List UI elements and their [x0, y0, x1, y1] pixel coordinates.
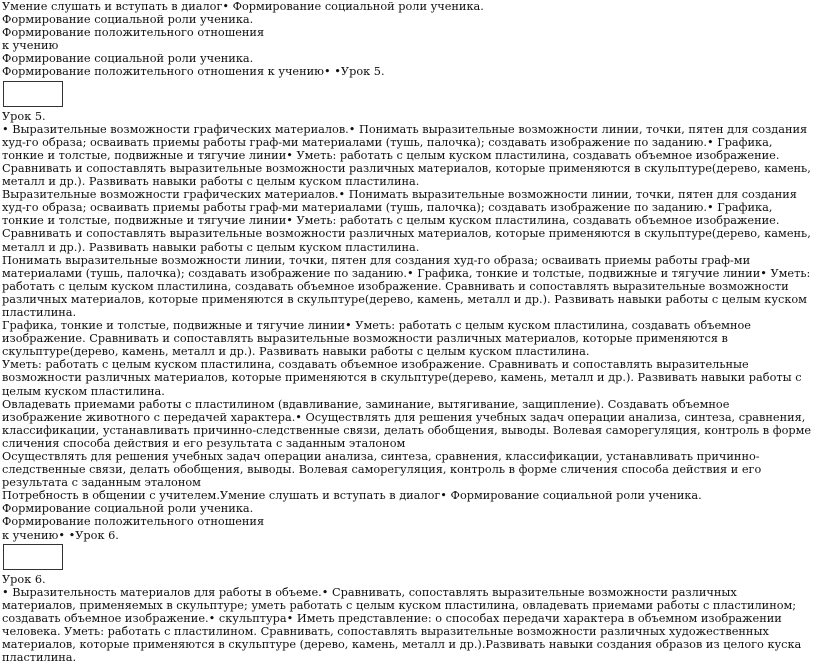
text-paragraph: Понимать выразительные возможности линии, точки, пятен для создания худ-го образа; осваивать приемы работы граф-ми материалами (тушь, палочка); создавать изображение по заданию.• Графика, тонкие и толстые, подвижные и тягучие линии• Уметь: работать с целым куском пластилина, создавать объемное изображение. Сравнивать и сопоставлять выразительные возможности различных материалов, которые применяются в скульптуре(дерево, камень, металл и др.). Развивать навыки работы с целым куском пластилина. — [2, 253, 811, 319]
text-paragraph: Формирование положительного отношения — [2, 26, 265, 40]
text-paragraph: Формирование социальной роли ученика. — [2, 502, 254, 516]
text-paragraph: Графика, тонкие и толстые, подвижные и тягучие линии• Уметь: работать с целым куском пластилина, создавать объемное изображение. Сравнивать и сопоставлять выразительные возможности различных материалов, которые применяются в скульптуре(дерево, камень, металл и др.). Развивать навыки работы с целым куском пластилина. — [2, 319, 751, 359]
text-paragraph: Выразительные возможности графических материалов.• Понимать выразительные возможности линии, точки, пятен для создания худ-го образа; осваивать приемы работы граф-ми материалами (тушь, палочка); создавать изображение по заданию.• Графика, тонкие и толстые, подвижные и тягучие линии• Уметь: работать с целым куском пластилина, создавать объемное изображение. Сравнивать и сопоставлять выразительные возможности различных материалов, которые применяются в скульптуре(дерево, камень, металл и др.). Развивать навыки работы с целым куском пластилина. — [2, 188, 811, 254]
empty-frame-box — [3, 81, 63, 107]
text-paragraph: Потребность в общении с учителем.Умение слушать и вступать в диалог• Формирование социальной роли ученика. — [2, 489, 702, 503]
text-paragraph: Умение слушать и вступать в диалог• Формирование социальной роли ученика. — [2, 0, 484, 13]
text-paragraph: • Выразительные возможности графических материалов.• Понимать выразительные возможности линии, точки, пятен для создания худ-го образа; осваивать приемы работы граф-ми материалами (тушь, палочка); создавать изображение по заданию.• Графика, тонкие и толстые, подвижные и тягучие линии• Уметь: работать с целым куском пластилина, создавать объемное изображение. Сравнивать и сопоставлять выразительные возможности различных материалов, которые применяются в скульптуре(дерево, камень, металл и др.). Развивать навыки работы с целым куском пластилина. — [2, 122, 811, 189]
text-paragraph: Овладевать приемами работы с пластилином (вдавливание, заминание, вытягивание, защипление). Создавать объемное изображение животного с передачей характера.• Осуществлять для решения учебных задач операции анализа, синтеза, сравнения, классификации, устанавливать причинно-следственные связи, делать обобщения, выводы. Волевая саморегуляция, контроль в форме сличения способа действия и его результата с заданным эталоном — [2, 397, 812, 450]
text-paragraph: Осуществлять для решения учебных задач операции анализа, синтеза, сравнения, классификации, устанавливать причинно-следственные связи, делать обобщения, выводы. Волевая саморегуляция, контроль в форме сличения способа действия и его результата с заданным эталоном — [2, 450, 762, 490]
text-paragraph: к учению• •Урок 6. — [2, 528, 119, 542]
empty-frame-box — [3, 544, 63, 570]
text-paragraph: Формирование положительного отношения к учению• •Урок 5. — [2, 65, 385, 79]
text-paragraph: Урок 5. — [2, 109, 46, 123]
text-paragraph: Формирование социальной роли ученика. — [2, 13, 254, 27]
text-paragraph: Формирование социальной роли ученика. — [2, 52, 254, 66]
text-paragraph: • Выразительность материалов для работы в объеме.• Сравнивать, сопоставлять выразительные возможности различных материалов, применяемых в скульптуре; уметь работать с целым куском пластилина, овладевать приемами работы с пластилином; создавать объемное изображение.• скульптура• Иметь представление: о способах передачи характера в объемном изображении человека. Уметь: работать с пластилином. Сравнивать, сопоставлять выразительные возможности различных художественных материалов, которые применяются в скульптуре (дерево, камень, металл и др.).Развивать навыки создания образов из целого куска пластилина. — [2, 585, 802, 664]
text-paragraph: к учению — [2, 39, 59, 53]
text-paragraph: Уметь: работать с целым куском пластилина, создавать объемное изображение. Сравнивать и сопоставлять выразительные возможности различных материалов, которые применяются в скульптуре(дерево, камень, металл и др.). Развивать навыки работы с целым куском пластилина. — [2, 358, 802, 398]
text-paragraph: Урок 6. — [2, 572, 46, 586]
text-paragraph: Формирование положительного отношения — [2, 515, 265, 529]
